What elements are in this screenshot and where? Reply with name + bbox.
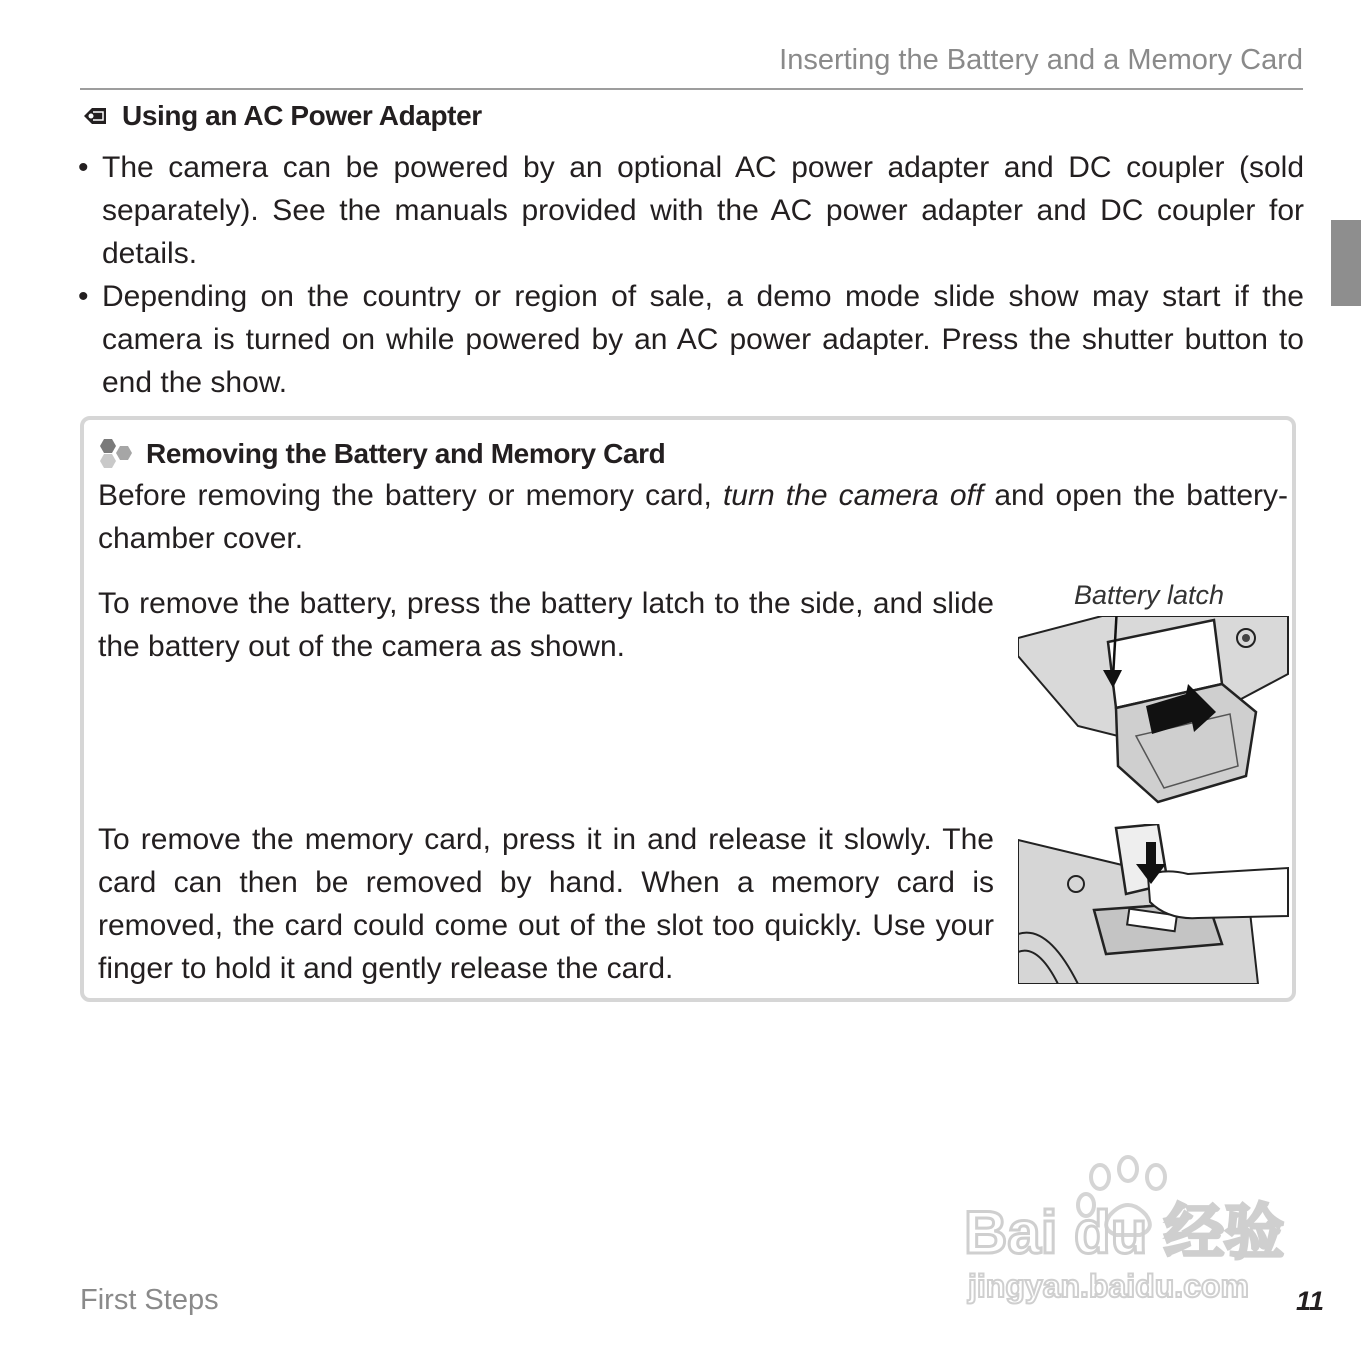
memory-card-instructions: To remove the memory card, press it in and release it slowly. The card can then be removed by hand. When a memory card is removed, the card could come out of the slot too quickly. Use your finger to hold it and gently release the card. [98, 823, 994, 985]
intro-text: Before removing the battery or memory card, [98, 479, 723, 512]
page-number: 11 [1296, 1286, 1325, 1316]
note-heading-text: Using an AC Power Adapter [122, 100, 482, 131]
page-header [80, 44, 1303, 90]
removal-info-box [80, 416, 1296, 1002]
bullet-dot: • [78, 151, 89, 184]
bullet-text: The camera can be powered by an optional AC power adapter and DC coupler (sold separately). See the manuals provided with the AC power adapter and DC coupler for details. [102, 151, 1304, 270]
watermark-main-text: Bai du 经验 [964, 1199, 1285, 1266]
list-item [78, 275, 1304, 404]
note-tag-icon [82, 105, 108, 127]
baidu-jingyan-watermark [960, 1155, 1290, 1315]
intro-text-end: and open the battery-chamber cover. [98, 479, 1289, 555]
camera-steps-icon [98, 434, 138, 474]
watermark-url-text: jingyan.baidu.com [968, 1268, 1249, 1304]
intro-emphasis: turn the camera off [722, 479, 984, 512]
header-title: Inserting the Battery and a Memory Card [779, 44, 1303, 76]
list-item [78, 146, 1304, 275]
footer-section: First Steps [80, 1284, 219, 1316]
battery-removal-illustration [1018, 616, 1290, 804]
box-heading [98, 434, 665, 474]
battery-latch-caption: Battery latch [1074, 580, 1225, 610]
bullet-dot: • [78, 280, 89, 313]
memory-card-removal-illustration [1018, 824, 1290, 984]
note-heading [82, 100, 482, 132]
note-bullet-list [78, 146, 1304, 404]
box-heading-text: Removing the Battery and Memory Card [146, 438, 666, 469]
bullet-text: Depending on the country or region of sale, a demo mode slide show may start if the camera is turned on while powered by an AC power adapter. Press the shutter button to end the show. [102, 280, 1304, 399]
section-thumb-tab [1331, 220, 1361, 306]
battery-instructions: To remove the battery, press the battery latch to the side, and slide the battery out of the camera as shown. [98, 587, 994, 663]
box-intro [98, 474, 1288, 560]
